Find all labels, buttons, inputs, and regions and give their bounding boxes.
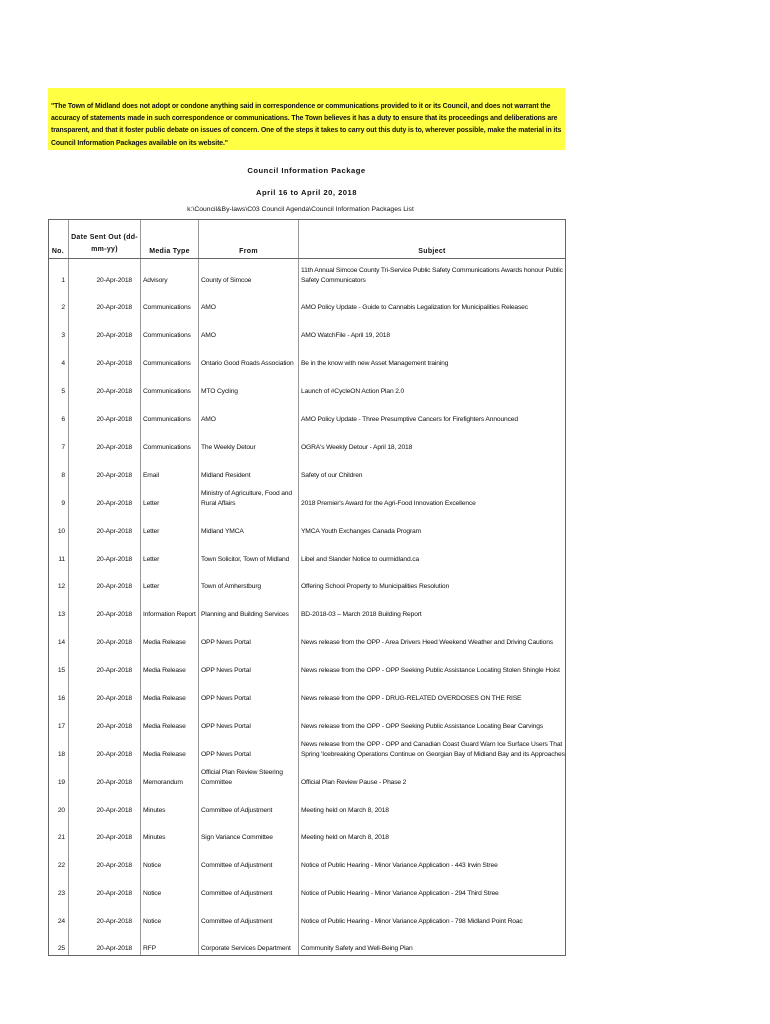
row-number: 7 [49,426,69,454]
row-subject: News release from the OPP - OPP Seeking Public Assistance Locating Stolen Shingle Hoist [299,649,566,677]
row-media-type: Information Report [141,593,199,621]
table-row [49,705,566,733]
table-row [49,510,566,538]
row-media-type: Media Release [141,621,199,649]
row-subject: 11th Annual Simcoe County Tri-Service Public Safety Communications Awards honour Public Safety Communicators [299,259,566,287]
table-row [49,788,566,816]
row-from: OPP News Portal [199,621,299,649]
row-subject: Libel and Slander Notice to ourmidland.ca [299,537,566,565]
table-row [49,454,566,482]
row-number: 14 [49,621,69,649]
row-number: 8 [49,454,69,482]
row-from: Sign Variance Committee [199,816,299,844]
header-date-line2: mm-yy) [91,245,118,253]
row-subject: Notice of Public Hearing - Minor Variance Application - 294 Third Stree [299,872,566,900]
row-subject: BD-2018-03 – March 2018 Building Report [299,593,566,621]
row-media-type: Communications [141,286,199,314]
row-from: Committee of Adjustment [199,788,299,816]
row-from: The Weekly Detour [199,426,299,454]
row-number: 15 [49,649,69,677]
table-row [49,733,566,761]
header-date-line1: Date Sent Out (dd- [71,234,138,241]
row-number: 3 [49,314,69,342]
table-row [49,537,566,565]
row-from: Town of Amherstburg [199,565,299,593]
table-header-row [49,220,566,259]
package-file-path: k:\Council&By-laws\C03 Council Agenda\Council Information Packages List [187,206,414,213]
row-date-sent: 20-Apr-2018 [69,286,141,314]
row-media-type: Notice [141,844,199,872]
row-date-sent: 20-Apr-2018 [69,733,141,761]
row-media-type: Notice [141,872,199,900]
table-row [49,593,566,621]
row-media-type: RFP [141,928,199,956]
row-from: OPP News Portal [199,705,299,733]
row-subject: Launch of #CycleON Action Plan 2.0 [299,370,566,398]
row-date-sent: 20-Apr-2018 [69,398,141,426]
row-media-type: Communications [141,314,199,342]
table-row [49,928,566,956]
row-date-sent: 20-Apr-2018 [69,621,141,649]
row-from: Corporate Services Department [199,928,299,956]
row-media-type: Minutes [141,788,199,816]
row-number: 22 [49,844,69,872]
row-date-sent: 20-Apr-2018 [69,928,141,956]
row-subject: Safety of our Children [299,454,566,482]
row-from: OPP News Portal [199,733,299,761]
table-row [49,621,566,649]
table-row [49,761,566,789]
row-number: 17 [49,705,69,733]
table-row [49,286,566,314]
row-media-type: Letter [141,482,199,510]
row-number: 21 [49,816,69,844]
row-media-type: Communications [141,342,199,370]
table-row [49,900,566,928]
row-number: 9 [49,482,69,510]
table-row [49,314,566,342]
row-date-sent: 20-Apr-2018 [69,872,141,900]
row-from: AMO [199,314,299,342]
row-date-sent: 20-Apr-2018 [69,426,141,454]
row-number: 1 [49,259,69,287]
row-subject: Notice of Public Hearing - Minor Variance Application - 443 Irwin Stree [299,844,566,872]
package-dates: April 16 to April 20, 2018 [256,188,357,197]
table-row [49,482,566,510]
row-from: Midland Resident [199,454,299,482]
row-media-type: Communications [141,370,199,398]
row-from: Planning and Building Services [199,593,299,621]
row-date-sent: 20-Apr-2018 [69,510,141,538]
row-number: 25 [49,928,69,956]
row-media-type: Media Release [141,677,199,705]
row-subject: AMO WatchFile - April 19, 2018 [299,314,566,342]
row-date-sent: 20-Apr-2018 [69,816,141,844]
table-row [49,259,566,287]
table-row [49,677,566,705]
row-from: County of Simcoe [199,259,299,287]
row-date-sent: 20-Apr-2018 [69,314,141,342]
row-date-sent: 20-Apr-2018 [69,900,141,928]
table-row [49,649,566,677]
table-row [49,370,566,398]
row-date-sent: 20-Apr-2018 [69,593,141,621]
row-from: Committee of Adjustment [199,900,299,928]
row-subject: Meeting held on March 8, 2018 [299,816,566,844]
row-date-sent: 20-Apr-2018 [69,844,141,872]
row-from: AMO [199,286,299,314]
row-subject: News release from the OPP - OPP and Canadian Coast Guard Warn Ice Surface Users That Spring 'Icebreaking Operations Continue on Georgian Bay of Midland Bay and its Approaches [299,733,566,761]
row-number: 2 [49,286,69,314]
row-media-type: Letter [141,510,199,538]
row-media-type: Communications [141,426,199,454]
disclaimer-banner: "The Town of Midland does not adopt or condone anything said in correspondence or communications provided to it or its Council, and does not warrant the accuracy of statements made in such correspondence or communications. The Town believes it has a duty to ensure that its proceedings and deliberations are transparent, and that it foster public debate on issues of concern. One of the steps it takes to carry out this duty is to, wherever possible, make the material in its Council Information Packages available on its website." [48,88,565,150]
row-number: 5 [49,370,69,398]
header-from: From [199,220,299,259]
row-subject: Official Plan Review Pause - Phase 2 [299,761,566,789]
row-media-type: Memorandum [141,761,199,789]
row-from: OPP News Portal [199,649,299,677]
row-subject: News release from the OPP - Area Drivers Heed Weekend Weather and Driving Cautions [299,621,566,649]
row-subject: News release from the OPP - DRUG-RELATED OVERDOSES ON THE RISE [299,677,566,705]
row-from: Committee of Adjustment [199,844,299,872]
table-row [49,426,566,454]
row-subject: Offering School Property to Municipalities Resolution [299,565,566,593]
row-media-type: Letter [141,537,199,565]
row-subject: Notice of Public Hearing - Minor Variance Application - 798 Midland Point Roac [299,900,566,928]
council-information-table [48,219,566,956]
row-number: 20 [49,788,69,816]
row-date-sent: 20-Apr-2018 [69,482,141,510]
row-number: 10 [49,510,69,538]
row-subject: Community Safety and Well-Being Plan [299,928,566,956]
row-from: Midland YMCA [199,510,299,538]
row-date-sent: 20-Apr-2018 [69,259,141,287]
row-date-sent: 20-Apr-2018 [69,370,141,398]
table-row [49,398,566,426]
row-from: Ministry of Agriculture, Food and Rural Affairs [199,482,299,510]
row-number: 23 [49,872,69,900]
header-no: No. [49,220,69,259]
row-subject: 2018 Premier's Award for the Agri-Food Innovation Excellence [299,482,566,510]
row-subject: News release from the OPP - OPP Seeking Public Assistance Locating Bear Carvings [299,705,566,733]
row-number: 4 [49,342,69,370]
row-from: OPP News Portal [199,677,299,705]
row-from: Town Solicitor, Town of Midland [199,537,299,565]
header-subject: Subject [299,220,566,259]
table-row [49,844,566,872]
row-from: Official Plan Review Steering Committee [199,761,299,789]
row-media-type: Email [141,454,199,482]
row-date-sent: 20-Apr-2018 [69,537,141,565]
row-date-sent: 20-Apr-2018 [69,788,141,816]
package-title: Council Information Package [247,166,366,175]
row-date-sent: 20-Apr-2018 [69,565,141,593]
row-subject: Meeting held on March 8, 2018 [299,788,566,816]
row-date-sent: 20-Apr-2018 [69,342,141,370]
row-number: 19 [49,761,69,789]
header-date-sent [69,220,141,259]
row-number: 11 [49,537,69,565]
row-date-sent: 20-Apr-2018 [69,454,141,482]
row-media-type: Media Release [141,649,199,677]
row-from: MTO Cycling [199,370,299,398]
table-row [49,816,566,844]
row-date-sent: 20-Apr-2018 [69,649,141,677]
row-media-type: Letter [141,565,199,593]
row-media-type: Media Release [141,733,199,761]
row-media-type: Communications [141,398,199,426]
row-media-type: Notice [141,900,199,928]
row-subject: YMCA Youth Exchanges Canada Program [299,510,566,538]
row-number: 13 [49,593,69,621]
row-number: 6 [49,398,69,426]
row-media-type: Minutes [141,816,199,844]
row-date-sent: 20-Apr-2018 [69,677,141,705]
header-media-type: Media Type [141,220,199,259]
row-subject: AMO Policy Update - Guide to Cannabis Legalization for Municipalities Releasec [299,286,566,314]
row-media-type: Media Release [141,705,199,733]
table-row [49,872,566,900]
row-media-type: Advisory [141,259,199,287]
row-subject: Be in the know with new Asset Management training [299,342,566,370]
table-row [49,342,566,370]
row-subject: OGRA's Weekly Detour - April 18, 2018 [299,426,566,454]
row-number: 18 [49,733,69,761]
table-row [49,565,566,593]
row-date-sent: 20-Apr-2018 [69,705,141,733]
row-from: AMO [199,398,299,426]
row-subject: AMO Policy Update - Three Presumptive Cancers for Firefighters Announced [299,398,566,426]
row-number: 24 [49,900,69,928]
row-number: 12 [49,565,69,593]
row-from: Ontario Good Roads Association [199,342,299,370]
row-date-sent: 20-Apr-2018 [69,761,141,789]
row-number: 16 [49,677,69,705]
row-from: Committee of Adjustment [199,872,299,900]
